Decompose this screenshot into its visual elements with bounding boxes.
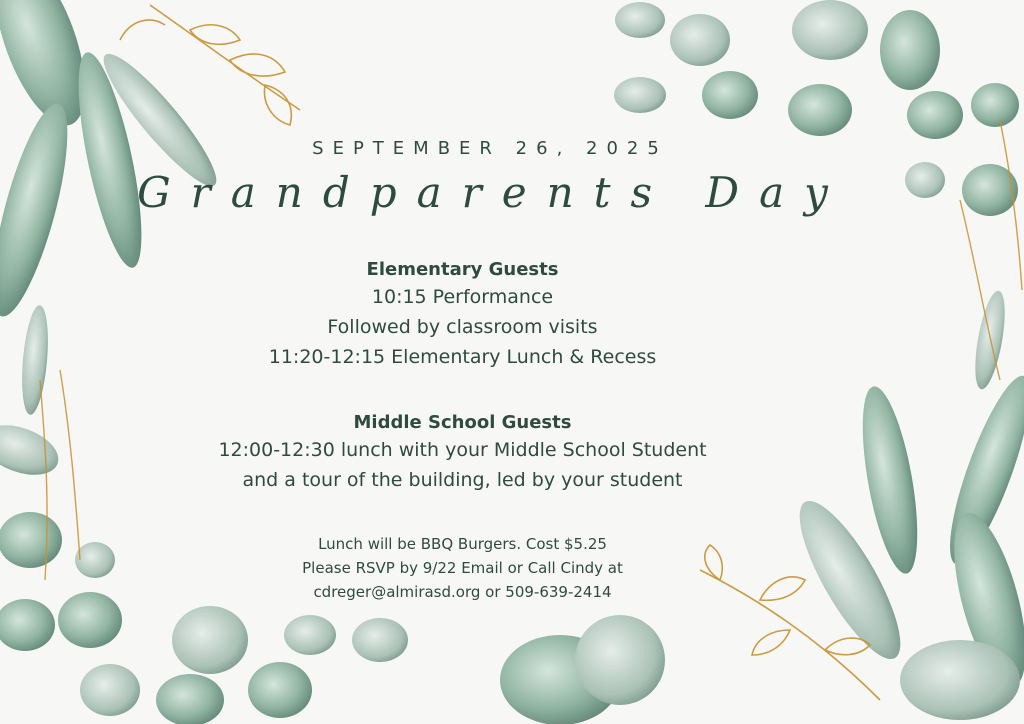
gold-branch-right xyxy=(960,120,1022,380)
event-title: Grandparents Day xyxy=(137,168,848,217)
middle-school-line: and a tour of the building, led by your student xyxy=(242,469,683,491)
event-date: SEPTEMBER 26, 2025 xyxy=(312,138,668,159)
elementary-heading: Elementary Guests xyxy=(366,259,559,280)
middle-school-line: 12:00-12:30 lunch with your Middle School Student xyxy=(218,439,707,461)
notes-line: Please RSVP by 9/22 Email or Call Cindy at xyxy=(302,559,623,577)
elementary-line: 10:15 Performance xyxy=(371,286,554,308)
elementary-line: Followed by classroom visits xyxy=(327,316,598,338)
elementary-section xyxy=(0,259,925,372)
notes-line: Lunch will be BBQ Burgers. Cost $5.25 xyxy=(318,535,607,553)
elementary-line: 11:20-12:15 Elementary Lunch & Recess xyxy=(268,346,657,368)
leaf-cluster-bottom xyxy=(80,606,665,724)
notes-section xyxy=(0,532,925,604)
notes-contact-line: cdreger@almirasd.org or 509-639-2414 xyxy=(313,583,612,601)
middle-school-heading: Middle School Guests xyxy=(353,412,572,433)
middle-school-section xyxy=(0,412,925,495)
